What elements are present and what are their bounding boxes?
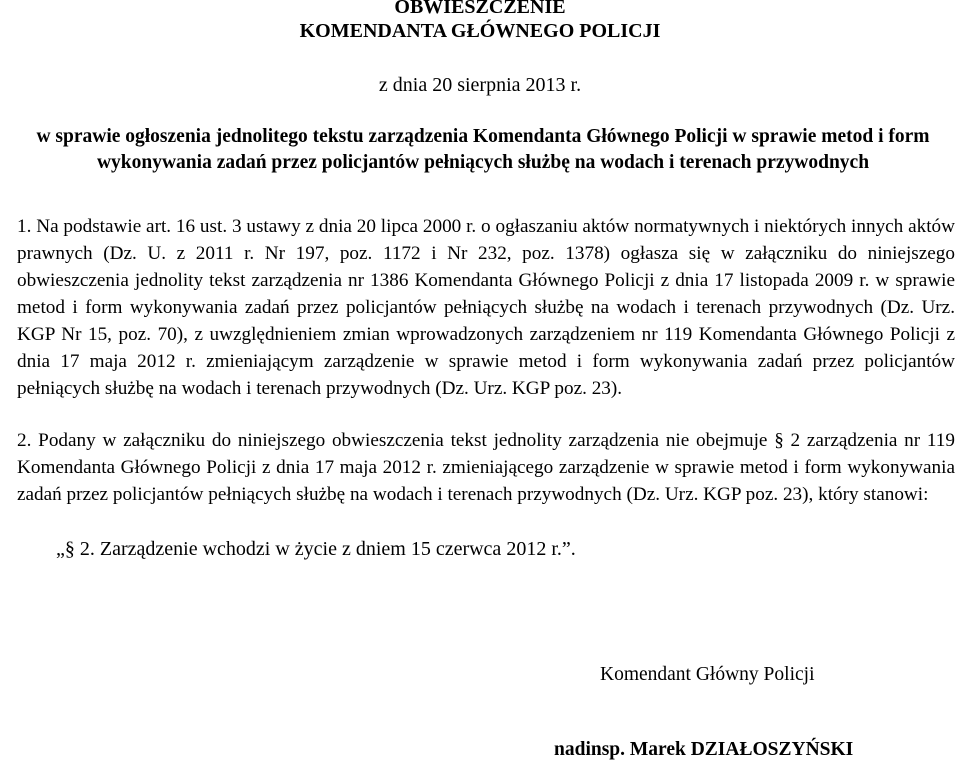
document-subject: w sprawie ogłoszenia jednolitego tekstu zarządzenia Komendanta Głównego Policji w sprawie metod i form wykonywania zadań przez policjantów pełniących służbę na wodach i terenach przywodnych	[36, 126, 930, 173]
quoted-provision: „§ 2. Zarządzenie wchodzi w życie z dniem 15 czerwca 2012 r.”.	[56, 538, 576, 560]
paragraph-2: 2. Podany w załączniku do niniejszego obwieszczenia tekst jednolity zarządzenia nie obejmuje § 2 zarządzenia nr 119 Komendanta Głównego Policji z dnia 17 maja 2012 r. zmieniającego zarządzenie w sprawie metod i form wykonywania zadań przez policjantów pełniących służbę na wodach i terenach przywodnych (Dz. Urz. KGP poz. 23), który stanowi:	[17, 430, 955, 505]
issuer-title: KOMENDANTA GŁÓWNEGO POLICJI	[299, 20, 661, 42]
paragraph-1: 1. Na podstawie art. 16 ust. 3 ustawy z dnia 20 lipca 2000 r. o ogłaszaniu aktów normatywnych i niektórych innych aktów prawnych (Dz. U. z 2011 r. Nr 197, poz. 1172 i Nr 232, poz. 1378) ogłasza się w załączniku do niniejszego obwieszczenia jednolity tekst zarządzenia nr 1386 Komendanta Głównego Policji z dnia 17 listopada 2009 r. w sprawie metod i form wykonywania zadań przez policjantów pełniących służbę na wodach i terenach przywodnych (Dz. Urz. KGP Nr 15, poz. 70), z uwzględnieniem zmian wprowadzonych zarządzeniem nr 119 Komendanta Głównego Policji z dnia 17 maja 2012 r. zmieniającym zarządzenie w sprawie metod i form wykonywania zadań przez policjantów pełniących służbę na wodach i terenach przywodnych (Dz. Urz. KGP poz. 23).	[17, 216, 955, 399]
document-title: OBWIESZCZENIE	[394, 0, 566, 18]
signatory-role: Komendant Główny Policji	[600, 664, 815, 685]
signatory-name: nadinsp. Marek DZIAŁOSZYŃSKI	[554, 739, 854, 760]
document-date: z dnia 20 sierpnia 2013 r.	[378, 74, 582, 96]
